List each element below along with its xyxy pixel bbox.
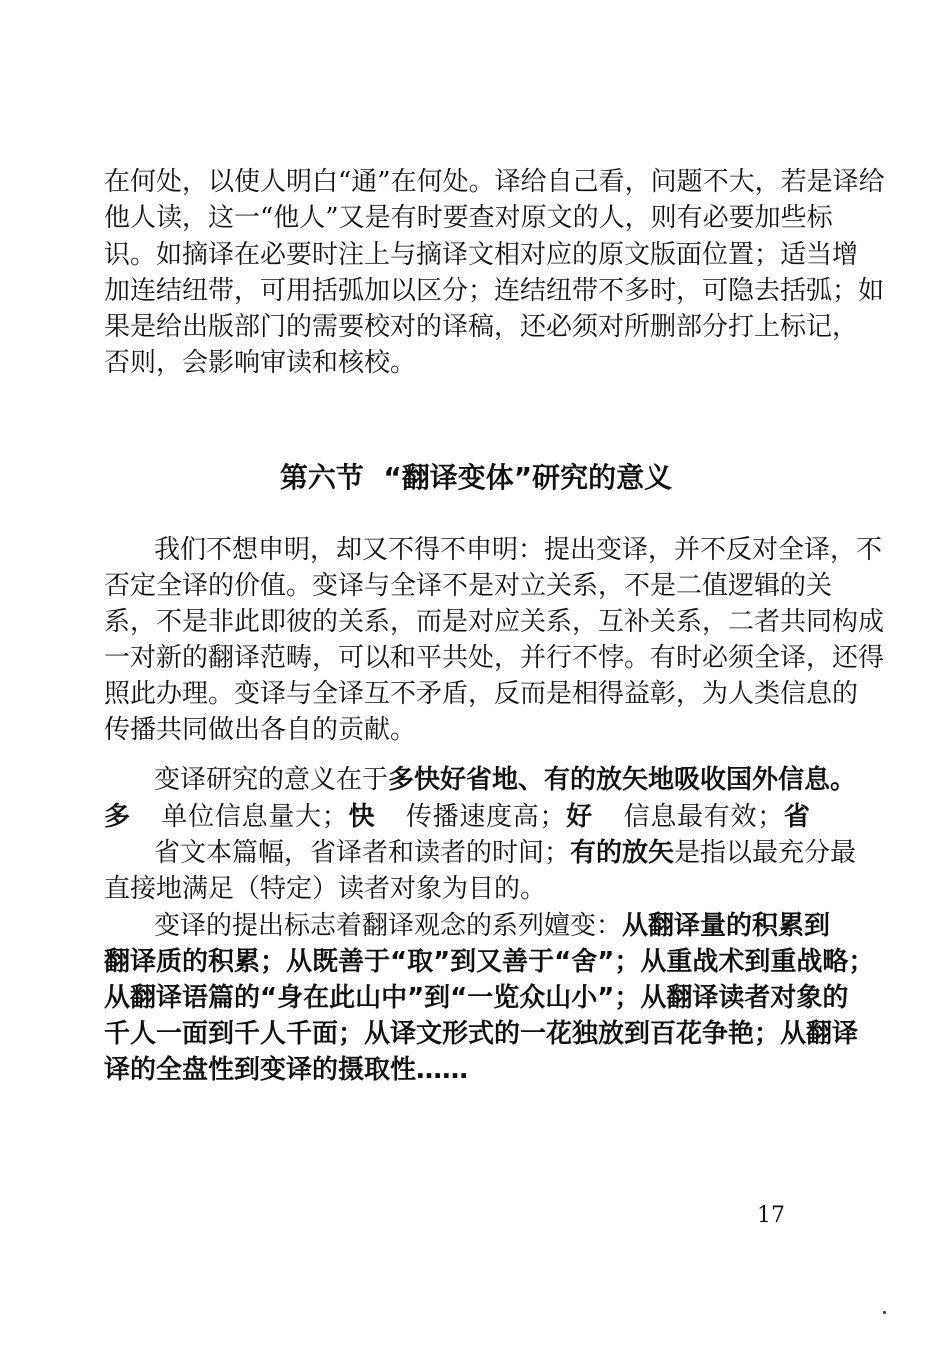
para3-line3 <box>154 835 857 871</box>
para3-line3-text: 省文本篇幅，省译者和读者的时间； <box>154 838 571 868</box>
para3-line1 <box>154 762 857 798</box>
para4-line4: 千人一面到千人千面；从译文形式的一花独放到百花争艳；从翻译 <box>104 1019 859 1049</box>
para4-line3: 从翻译语篇的“身在此山中”到“一览众山小”；从翻译读者对象的 <box>104 983 849 1013</box>
term-kuai: 快 <box>347 802 376 832</box>
para1-line3: 识。如摘译在必要时注上与摘译文相对应的原文版面位置；适当增 <box>104 240 859 270</box>
para1-line1: 在何处，以使人明白“通”在何处。译给自己看，问题不大，若是译给 <box>104 167 885 197</box>
para1-line4: 加连结纽带，可用括弧加以区分；连结纽带不多时，可隐去括弧；如 <box>104 276 885 306</box>
term-hao: 好 <box>565 802 593 832</box>
para1-line6: 否则，会影响审读和核校。 <box>104 348 417 378</box>
para2-line5: 照此办理。变译与全译互不矛盾，反而是相得益彰，为人类信息的 <box>104 679 859 709</box>
scan-speck <box>883 1311 886 1314</box>
para4-line1 <box>154 908 831 944</box>
para1-line2: 他人读，这一“他人”又是有时要查对原文的人，则有必要加些标 <box>104 203 833 233</box>
para2-line3: 系，不是非此即彼的关系，而是对应关系，互补关系，二者共同构成 <box>104 607 885 637</box>
term-youdefangshi: 有的放矢 <box>570 838 675 868</box>
term-duo-desc: 单位信息量大； <box>160 802 348 832</box>
para2-line4: 一对新的翻译范畴，可以和平共处，并行不悖。有时必须全译，还得 <box>104 643 885 673</box>
para2-line1: 我们不想申明，却又不得不申明：提出变译，并不反对全译，不 <box>154 535 883 565</box>
term-sheng: 省 <box>783 802 810 832</box>
term-hao-desc: 信息最有效； <box>622 802 784 832</box>
para4-line2: 翻译质的积累；从既善于“取”到又善于“舍”；从重战术到重战略； <box>104 947 875 977</box>
term-kuai-desc: 传播速度高； <box>405 802 566 832</box>
page-number: 17 <box>757 1203 785 1228</box>
para4-line1-emphasis: 从翻译量的积累到 <box>622 911 831 941</box>
para3-line1-text: 变译研究的意义在于 <box>154 765 389 795</box>
para3-line3-rest: 是指以最充分最 <box>674 838 857 868</box>
para3-line1-emphasis: 多快好省地、有的放矢地吸收国外信息。 <box>388 765 857 795</box>
term-duo: 多 <box>104 802 131 832</box>
para1-line5: 果是给出版部门的需要校对的译稿，还必须对所删部分打上标记， <box>104 312 859 342</box>
para4-line1-text: 变译的提出标志着翻译观念的系列嬗变： <box>154 911 623 941</box>
para3-line2 <box>104 799 810 835</box>
para2-line6: 传播共同做出各自的贡献。 <box>104 715 417 745</box>
para3-line4: 直接地满足（特定）读者对象为目的。 <box>104 874 547 904</box>
para4-line5: 译的全盘性到变译的摄取性…… <box>104 1055 469 1085</box>
para2-line2: 否定全译的价值。变译与全译不是对立关系，不是二值逻辑的关 <box>104 571 833 601</box>
section-heading: 第六节 “翻译变体”研究的意义 <box>279 461 673 494</box>
